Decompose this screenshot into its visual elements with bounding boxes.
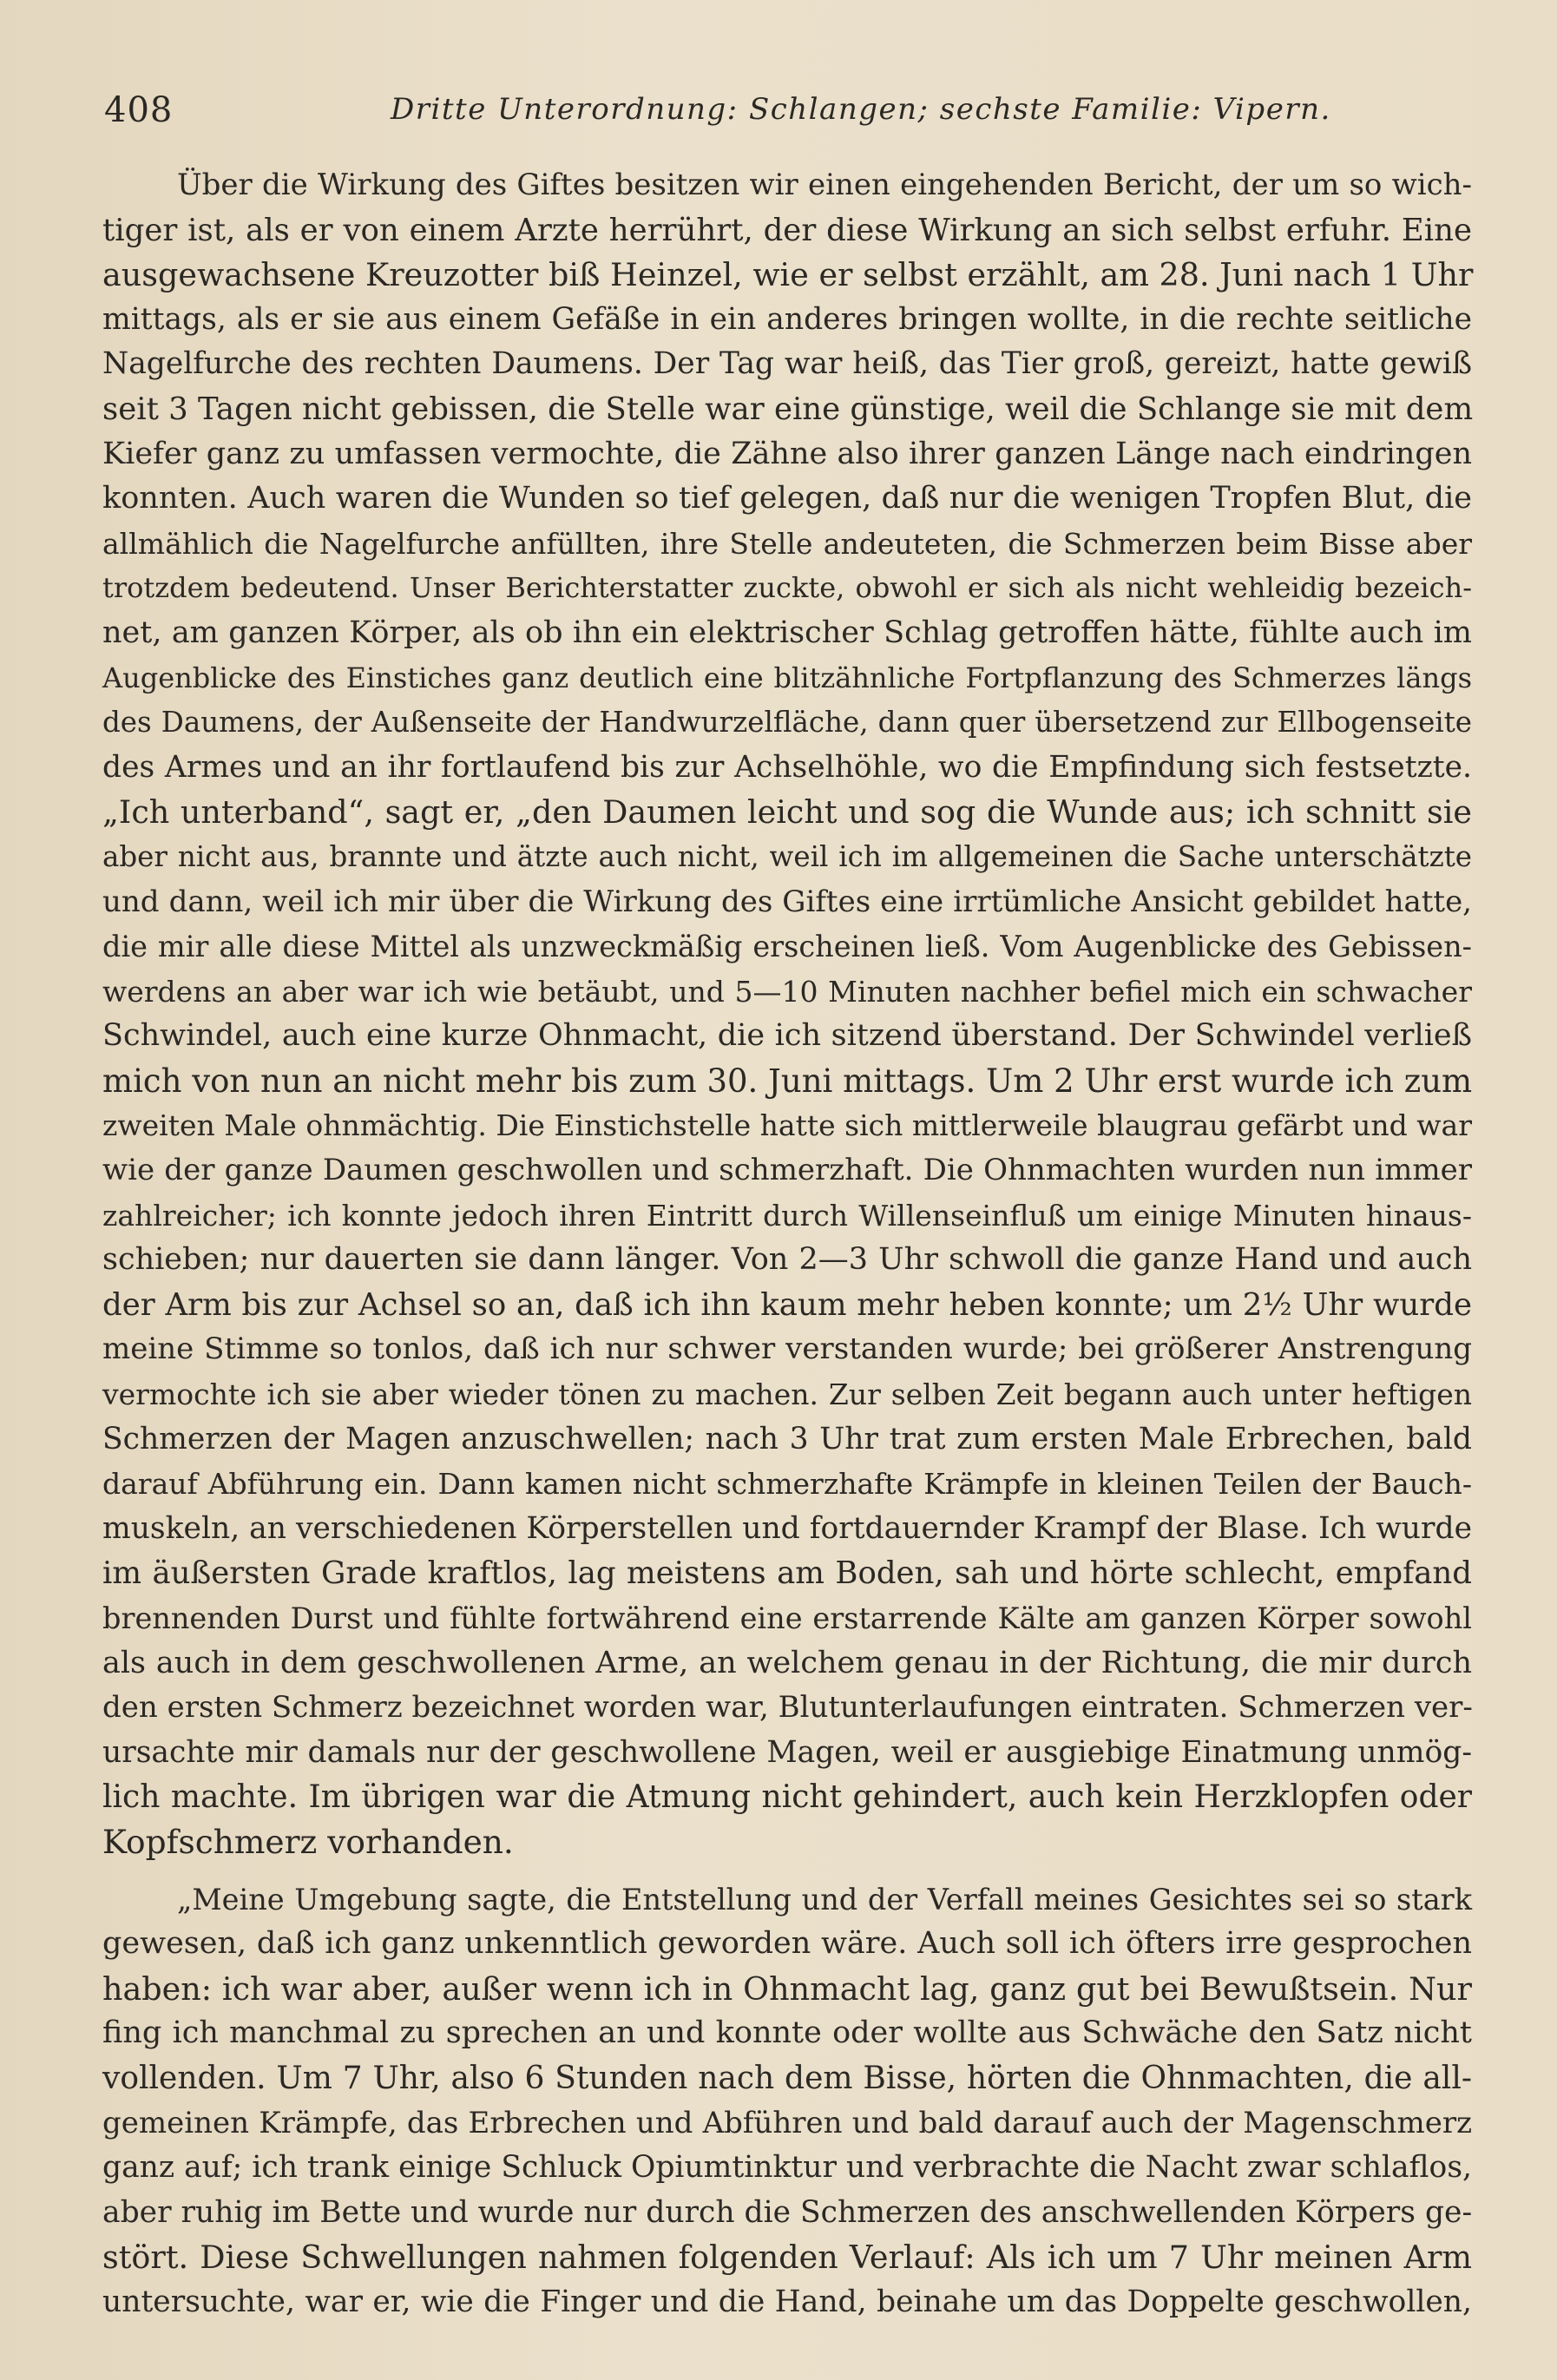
text-line: wie der ganze Daumen geschwollen und schmerzhaft. Die Ohnmachten wurden nun immer [102, 1153, 1472, 1188]
text-line: stört. Diese Schwellungen nahmen folgenden Verlauf: Als ich um 7 Uhr meinen Arm [102, 2239, 1472, 2277]
text-line: haben: ich war aber, außer wenn ich in Ohnmacht lag, ganz gut bei Bewußtsein. Nur [102, 1969, 1472, 2008]
text-line: Schmerzen der Magen anzuschwellen; nach 3 Uhr trat zum ersten Male Erbrechen, bald [102, 1421, 1472, 1456]
text-line: Kopfschmerz vorhanden. [102, 1822, 514, 1861]
text-line: seit 3 Tagen nicht gebissen, die Stelle war eine günstige, weil die Schlange sie mit dem [102, 391, 1474, 427]
text-line: ganz auf; ich trank einige Schluck Opiumtinktur und verbrachte die Nacht zwar schlaflos, [102, 2150, 1472, 2186]
text-line: werdens an aber war ich wie betäubt, und 5—10 Minuten nachher befiel mich ein schwacher [102, 974, 1472, 1009]
text-line: die mir alle diese Mittel als unzweckmäßig erscheinen ließ. Vom Augenblicke des Gebissen- [102, 930, 1472, 964]
text-line: meine Stimme so tonlos, daß ich nur schwer verstanden wurde; bei größerer Anstrengung [102, 1331, 1472, 1367]
text-line: ursachte mir damals nur der geschwollene Magen, weil er ausgiebige Einatmung unmög- [102, 1734, 1472, 1770]
text-line: Kiefer ganz zu umfassen vermochte, die Zähne also ihrer ganzen Länge nach eindringen [102, 436, 1472, 471]
text-line: lich machte. Im übrigen war die Atmung nicht gehindert, auch kein Herzklopfen oder [102, 1779, 1472, 1816]
text-line: vollenden. Um 7 Uhr, also 6 Stunden nach dem Bisse, hörten die Ohnmachten, die all- [102, 2060, 1472, 2096]
text-line: und dann, weil ich mir über die Wirkung des Giftes eine irrtümliche Ansicht gebildet hatte, [102, 884, 1472, 919]
text-line: darauf Abführung ein. Dann kamen nicht schmerzhafte Krämpfe in kleinen Teilen der Bauch- [102, 1467, 1472, 1502]
text-line: schieben; nur dauerten sie dann länger. Von 2—3 Uhr schwoll die ganze Hand und auch [102, 1242, 1472, 1278]
text-line: fing ich manchmal zu sprechen an und konnte oder wollte aus Schwäche den Satz nicht [102, 2015, 1472, 2051]
text-line: zweiten Male ohnmächtig. Die Einstichstelle hatte sich mittlerweile blaugrau gefärbt und war [102, 1108, 1472, 1143]
text-line: allmählich die Nagelfurche anfüllten, ihre Stelle andeuteten, die Schmerzen beim Bisse aber [102, 526, 1472, 561]
text-line: aber ruhig im Bette und wurde nur durch die Schmerzen des anschwellenden Körpers ge- [102, 2194, 1473, 2230]
text-line: brennenden Durst und fühlte fortwährend eine erstarrende Kälte am ganzen Körper sowohl [102, 1601, 1472, 1635]
text-line: Augenblicke des Einstiches ganz deutlich eine blitzähnliche Fortpflanzung des Schmerzes längs [102, 661, 1472, 694]
text-line: als auch in dem geschwollenen Arme, an welchem genau in der Richtung, die mir durch [102, 1645, 1472, 1680]
text-line: net, am ganzen Körper, als ob ihn ein elektrischer Schlag getroffen hätte, fühlte auch im [102, 615, 1472, 650]
page-header [104, 85, 1480, 137]
text-line: ausgewachsene Kreuzotter biß Heinzel, wie er selbst erzählt, am 28. Juni nach 1 Uhr [102, 256, 1474, 294]
body-text [102, 163, 1472, 2325]
text-line: den ersten Schmerz bezeichnet worden war, Blutunterlaufungen eintraten. Schmerzen ver- [102, 1690, 1473, 1726]
text-line: im äußersten Grade kraftlos, lag meistens am Boden, sah und hörte schlecht, empfand [102, 1555, 1472, 1592]
text-line: des Daumens, der Außenseite der Handwurzelfläche, dann quer übersetzend zur Ellbogenseite [102, 706, 1472, 740]
text-line: „Ich unterband“, sagt er, „den Daumen leicht und sog die Wunde aus; ich schnitt sie [102, 793, 1472, 832]
text-line: vermochte ich sie aber wieder tönen zu machen. Zur selben Zeit begann auch unter heftigen [102, 1377, 1472, 1412]
text-line: zahlreicher; ich konnte jedoch ihren Eintritt durch Willenseinfluß um einige Minuten hinaus- [102, 1198, 1472, 1233]
text-line: mich von nun an nicht mehr bis zum 30. Juni mittags. Um 2 Uhr erst wurde ich zum [102, 1062, 1473, 1100]
text-line: muskeln, an verschiedenen Körperstellen und fortdauernder Krampf der Blase. Ich wurde [102, 1510, 1472, 1546]
text-line: tiger ist, als er von einem Arzte herrührt, der diese Wirkung an sich selbst erfuhr. Eine [102, 212, 1472, 248]
text-line: untersuchte, war er, wie die Finger und die Hand, beinahe um das Doppelte geschwollen, [102, 2284, 1472, 2319]
page-number: 408 [104, 90, 174, 130]
text-line: konnten. Auch waren die Wunden so tief gelegen, daß nur die wenigen Tropfen Blut, die [102, 481, 1472, 516]
text-line: „Meine Umgebung sagte, die Entstellung und der Verfall meines Gesichtes sei so stark [177, 1882, 1472, 1916]
text-line: der Arm bis zur Achsel so an, daß ich ihn kaum mehr heben konnte; um 2½ Uhr wurde [102, 1286, 1472, 1323]
text-line: trotzdem bedeutend. Unser Berichterstatter zuckte, obwohl er sich als nicht wehleidig bezeich- [102, 571, 1472, 605]
text-line: Schwindel, auch eine kurze Ohnmacht, die ich sitzend überstand. Der Schwindel verließ [102, 1018, 1472, 1054]
running-head: Dritte Unterordnung: Schlangen; sechste Familie: Vipern. [391, 92, 1331, 127]
text-line: gewesen, daß ich ganz unkenntlich geworden wäre. Auch soll ich öfters irre gesprochen [102, 1926, 1472, 1962]
text-line: Nagelfurche des rechten Daumens. Der Tag war heiß, das Tier groß, gereizt, hatte gewiß [102, 346, 1472, 382]
text-line: des Armes und an ihr fortlaufend bis zur Achselhöhle, wo die Empfindung sich festsetzte. [102, 749, 1472, 785]
text-line: mittags, als er sie aus einem Gefäße in ein anderes bringen wollte, in die rechte seitliche [102, 301, 1472, 337]
text-line: Über die Wirkung des Giftes besitzen wir einen eingehenden Bericht, der um so wich- [177, 168, 1472, 202]
text-line: gemeinen Krämpfe, das Erbrechen und Abführen und bald darauf auch der Magenschmerz [102, 2105, 1472, 2140]
text-line: aber nicht aus, brannte und ätzte auch nicht, weil ich im allgemeinen die Sache unterschätzte [102, 839, 1472, 873]
